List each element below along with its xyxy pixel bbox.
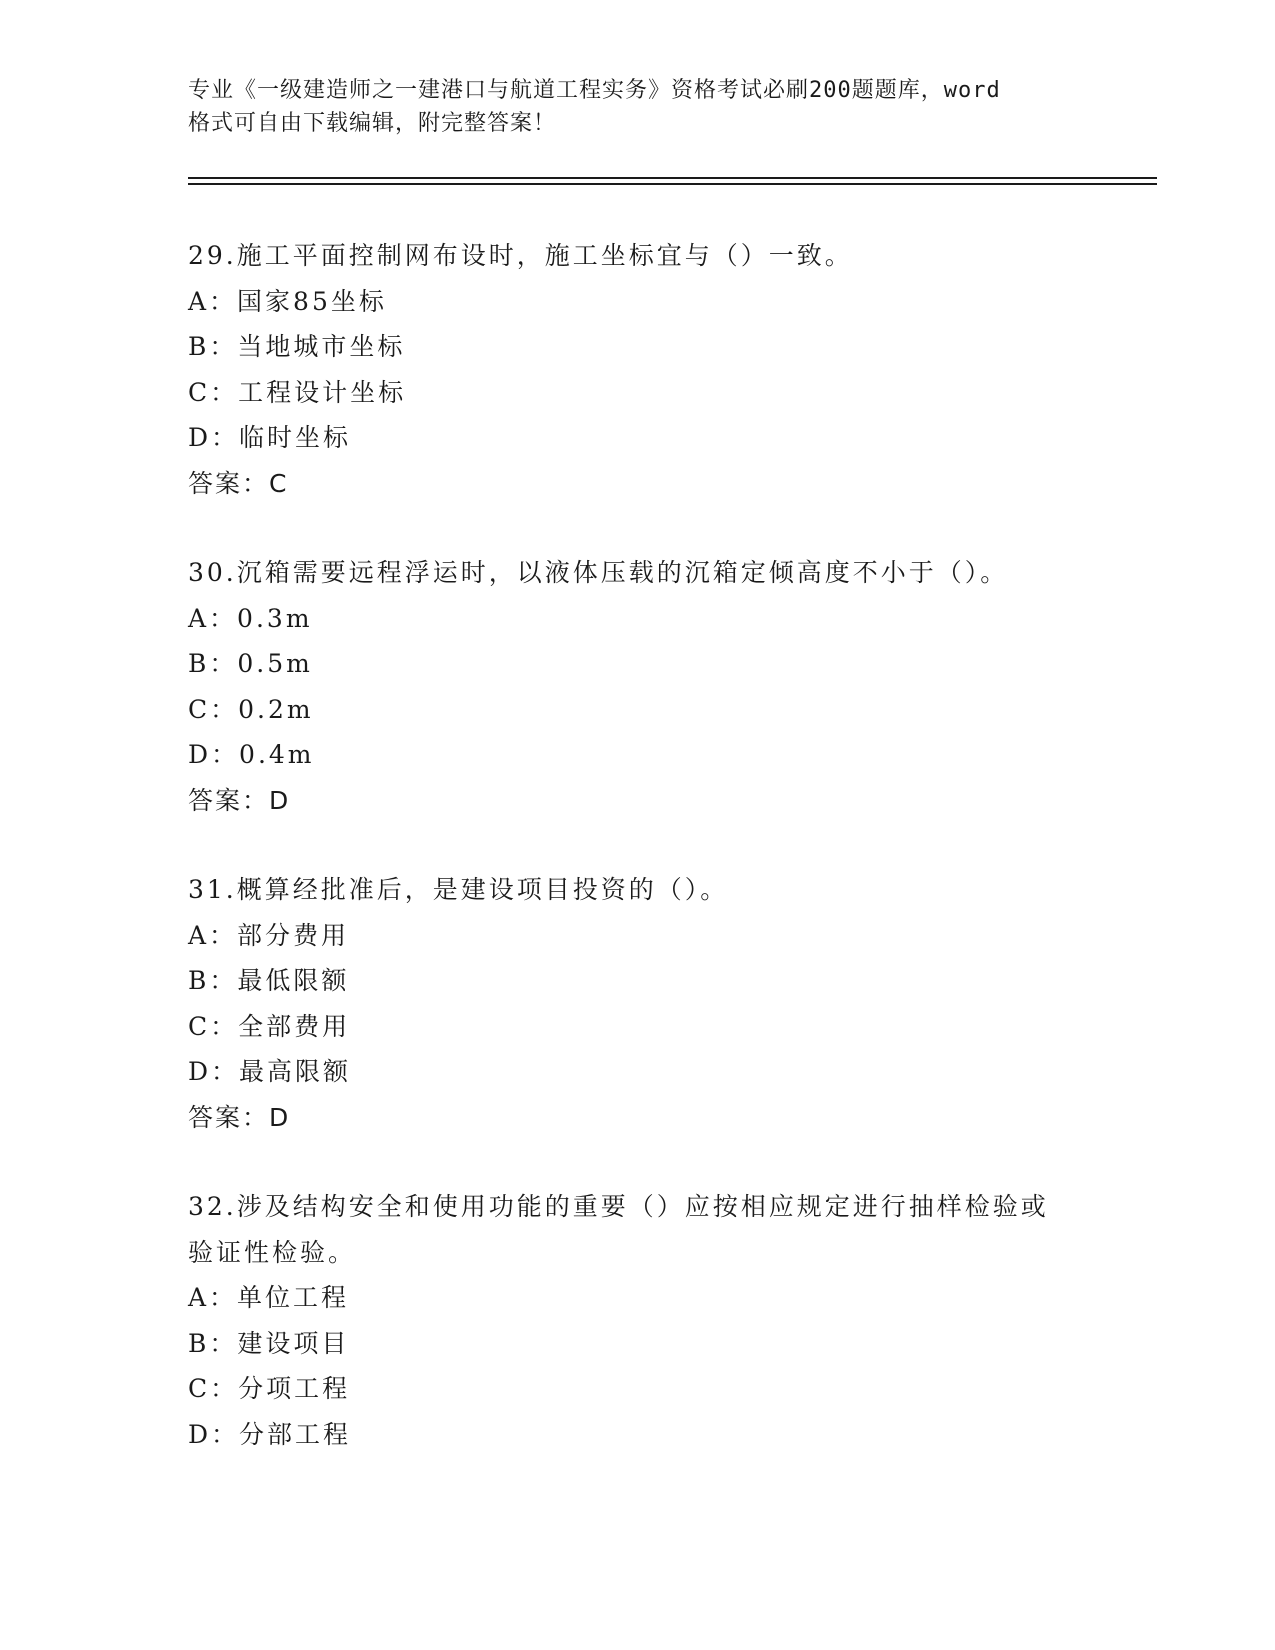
option-d: D：最高限额 bbox=[188, 1057, 352, 1086]
option-c: C：0.2m bbox=[188, 694, 314, 724]
option-a: A：部分费用 bbox=[188, 920, 350, 950]
option-a: A：0.3m bbox=[188, 603, 313, 633]
question-29 bbox=[188, 233, 1088, 506]
option-b: B：最低限额 bbox=[188, 966, 350, 995]
option-d: D：分部工程 bbox=[188, 1419, 352, 1449]
option-d: D：临时坐标 bbox=[188, 423, 352, 452]
option-b: B：0.5m bbox=[188, 649, 313, 678]
answer-label: 答案：D bbox=[188, 1102, 291, 1132]
header-line-2: 格式可自由下载编辑，附完整答案！ bbox=[188, 111, 557, 136]
question-text: 30.沉箱需要远程浮运时，以液体压载的沉箱定倾高度不小于（）。 bbox=[188, 558, 1009, 587]
option-c: C：分项工程 bbox=[188, 1374, 351, 1403]
answer-label: 答案：C bbox=[188, 468, 289, 498]
document-header bbox=[188, 74, 1088, 140]
question-text: 31.概算经批准后，是建设项目投资的（）。 bbox=[188, 875, 729, 904]
option-c: C：全部费用 bbox=[188, 1011, 351, 1041]
question-text-continued: 验证性检验。 bbox=[188, 1237, 357, 1267]
question-32 bbox=[188, 1184, 1088, 1457]
header-divider-top bbox=[188, 177, 1157, 179]
header-divider-bottom bbox=[188, 183, 1157, 185]
header-line-1: 专业《一级建造师之一建港口与航道工程实务》资格考试必刷200题题库，word bbox=[188, 78, 1001, 103]
question-30 bbox=[188, 550, 1088, 823]
option-a: A：单位工程 bbox=[188, 1283, 350, 1312]
question-text: 29.施工平面控制网布设时，施工坐标宜与（）一致。 bbox=[188, 241, 853, 270]
question-text: 32.涉及结构安全和使用功能的重要（）应按相应规定进行抽样检验或 bbox=[188, 1192, 1049, 1221]
option-b: B：建设项目 bbox=[188, 1328, 350, 1358]
answer-label: 答案：D bbox=[188, 785, 291, 815]
option-b: B：当地城市坐标 bbox=[188, 332, 406, 361]
question-list bbox=[188, 233, 1088, 1501]
option-d: D：0.4m bbox=[188, 740, 315, 769]
option-c: C：工程设计坐标 bbox=[188, 377, 407, 407]
option-a: A：国家85坐标 bbox=[188, 286, 387, 316]
question-31 bbox=[188, 867, 1088, 1140]
